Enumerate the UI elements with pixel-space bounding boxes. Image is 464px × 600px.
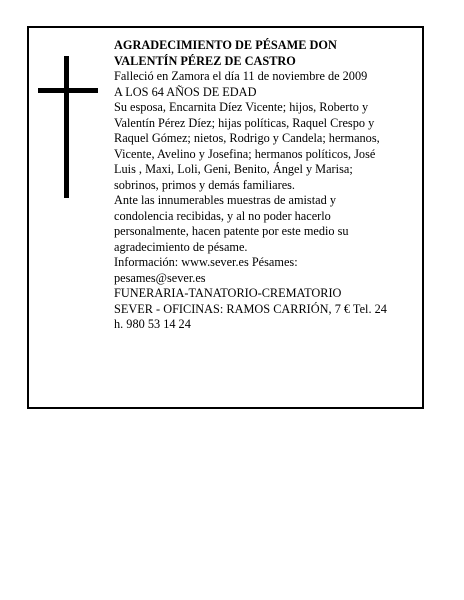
info-line: Información: www.sever.es Pésames: [114, 255, 298, 269]
death-date-line: Falleció en Zamora el día 11 de noviembre de 2009 [114, 69, 368, 83]
thanks-line: agradecimiento de pésame. [114, 239, 248, 254]
funeral-home-line: SEVER - OFICINAS: RAMOS CARRIÓN, 7 € Tel. 24 [114, 301, 387, 316]
notice-title-line-2: VALENTÍN PÉREZ DE CASTRO [114, 53, 296, 68]
family-line: Luis , Maxi, Loli, Geni, Benito, Ángel y Marisa; [114, 162, 353, 176]
info-line: pesames@sever.es [114, 270, 206, 285]
thanks-line: personalmente, hacen patente por este medio su [114, 224, 349, 238]
notice-text [114, 38, 404, 333]
age-line: A LOS 64 AÑOS DE EDAD [114, 84, 257, 99]
latin-cross-icon [38, 56, 98, 198]
family-line: Valentín Pérez Díez; hijas políticas, Raquel Crespo y [114, 115, 375, 130]
notice-title-line-1: AGRADECIMIENTO DE PÉSAME DON [114, 38, 337, 52]
thanks-line: Ante las innumerables muestras de amistad y [114, 193, 336, 207]
family-line: Su esposa, Encarnita Díez Vicente; hijos, Roberto y [114, 100, 369, 114]
cross-horizontal-bar [38, 88, 98, 93]
funeral-home-line: FUNERARIA-TANATORIO-CREMATORIO [114, 286, 342, 300]
family-line: sobrinos, primos y demás familiares. [114, 177, 296, 192]
thanks-line: condolencia recibidas, y al no poder hacerlo [114, 208, 331, 223]
cross-vertical-bar [64, 56, 69, 198]
funeral-home-line: h. 980 53 14 24 [114, 317, 191, 331]
family-line: Raquel Gómez; nietos, Rodrigo y Candela; hermanos, [114, 131, 380, 145]
family-line: Vicente, Avelino y Josefina; hermanos políticos, José [114, 146, 376, 161]
